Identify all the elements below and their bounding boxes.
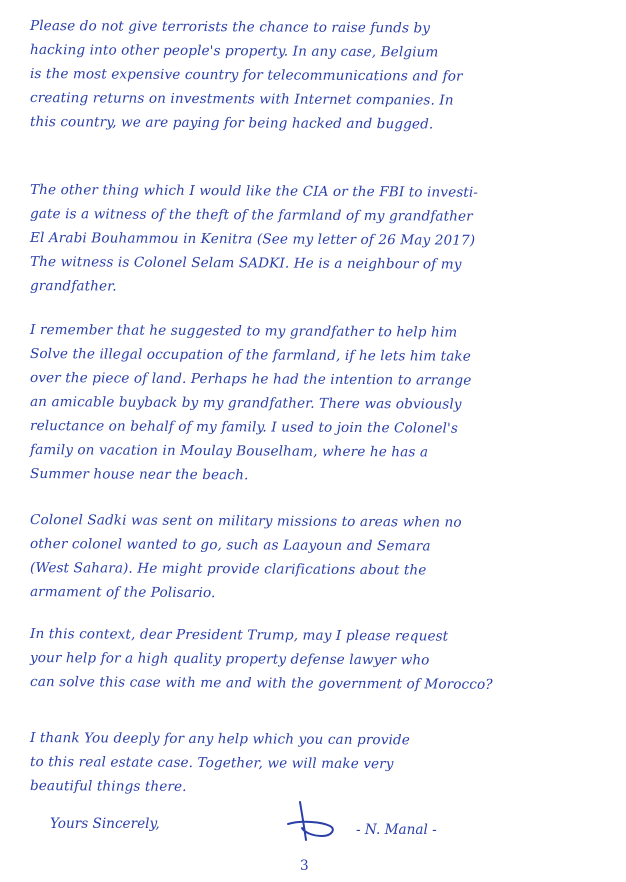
text-line: The witness is Colonel Selam SADKI. He is a neighbour of my (29, 254, 462, 273)
text-line: reluctance on behalf of my family. I used to join the Colonel's (29, 418, 458, 437)
text-line: your help for a high quality property defense lawyer who (29, 650, 430, 669)
text-line: Solve the illegal occupation of the farmland, if he lets him take (29, 346, 471, 365)
text-line: over the piece of land. Perhaps he had the intention to arrange (29, 370, 472, 389)
paragraph-terrorists (30, 14, 620, 134)
text-line: hacking into other people's property. In any case, Belgium (29, 42, 439, 61)
paragraph-colonel-sadki (30, 508, 620, 604)
text-line: can solve this case with me and with the government of Morocco? (29, 674, 493, 693)
text-line: gate is a witness of the theft of the farmland of my grandfather (29, 206, 473, 225)
text-line: beautiful things there. (29, 778, 187, 795)
paragraph-thanks (30, 726, 620, 798)
text-line: this country, we are paying for being hacked and bugged. (29, 114, 434, 133)
paragraph-remember (30, 318, 620, 486)
text-line: an amicable buyback by my grandfather. There was obviously (29, 394, 462, 413)
signature-scribble (282, 796, 352, 852)
text-line: other colonel wanted to go, such as Laayoun and Semara (29, 536, 431, 555)
page-number: 3 (300, 858, 309, 874)
paragraph-request (30, 622, 620, 694)
text-line: El Arabi Bouhammou in Kenitra (See my letter of 26 May 2017) (29, 230, 476, 249)
signature-name: - N. Manal - (356, 822, 437, 838)
text-line: I remember that he suggested to my grandfather to help him (29, 322, 458, 341)
closing: Yours Sincerely, (50, 816, 160, 832)
paragraph-cia-fbi (30, 178, 620, 298)
text-line: Summer house near the beach. (29, 466, 249, 484)
text-line: I thank You deeply for any help which you can provide (29, 730, 410, 749)
text-line: family on vacation in Moulay Bouselham, where he has a (29, 442, 429, 461)
text-line: The other thing which I would like the CIA or the FBI to investi- (29, 182, 479, 201)
text-line: (West Sahara). He might provide clarifications about the (29, 560, 427, 579)
text-line: is the most expensive country for telecommunications and for (29, 66, 463, 85)
text-line: armament of the Polisario. (29, 584, 216, 602)
text-line: In this context, dear President Trump, may I please request (29, 626, 449, 645)
text-line: Colonel Sadki was sent on military missions to areas when no (29, 512, 462, 531)
text-line: creating returns on investments with Internet companies. In (29, 90, 454, 109)
text-line: to this real estate case. Together, we will make very (29, 754, 394, 773)
text-line: Please do not give terrorists the chance to raise funds by (29, 18, 431, 37)
text-line: grandfather. (29, 278, 117, 295)
